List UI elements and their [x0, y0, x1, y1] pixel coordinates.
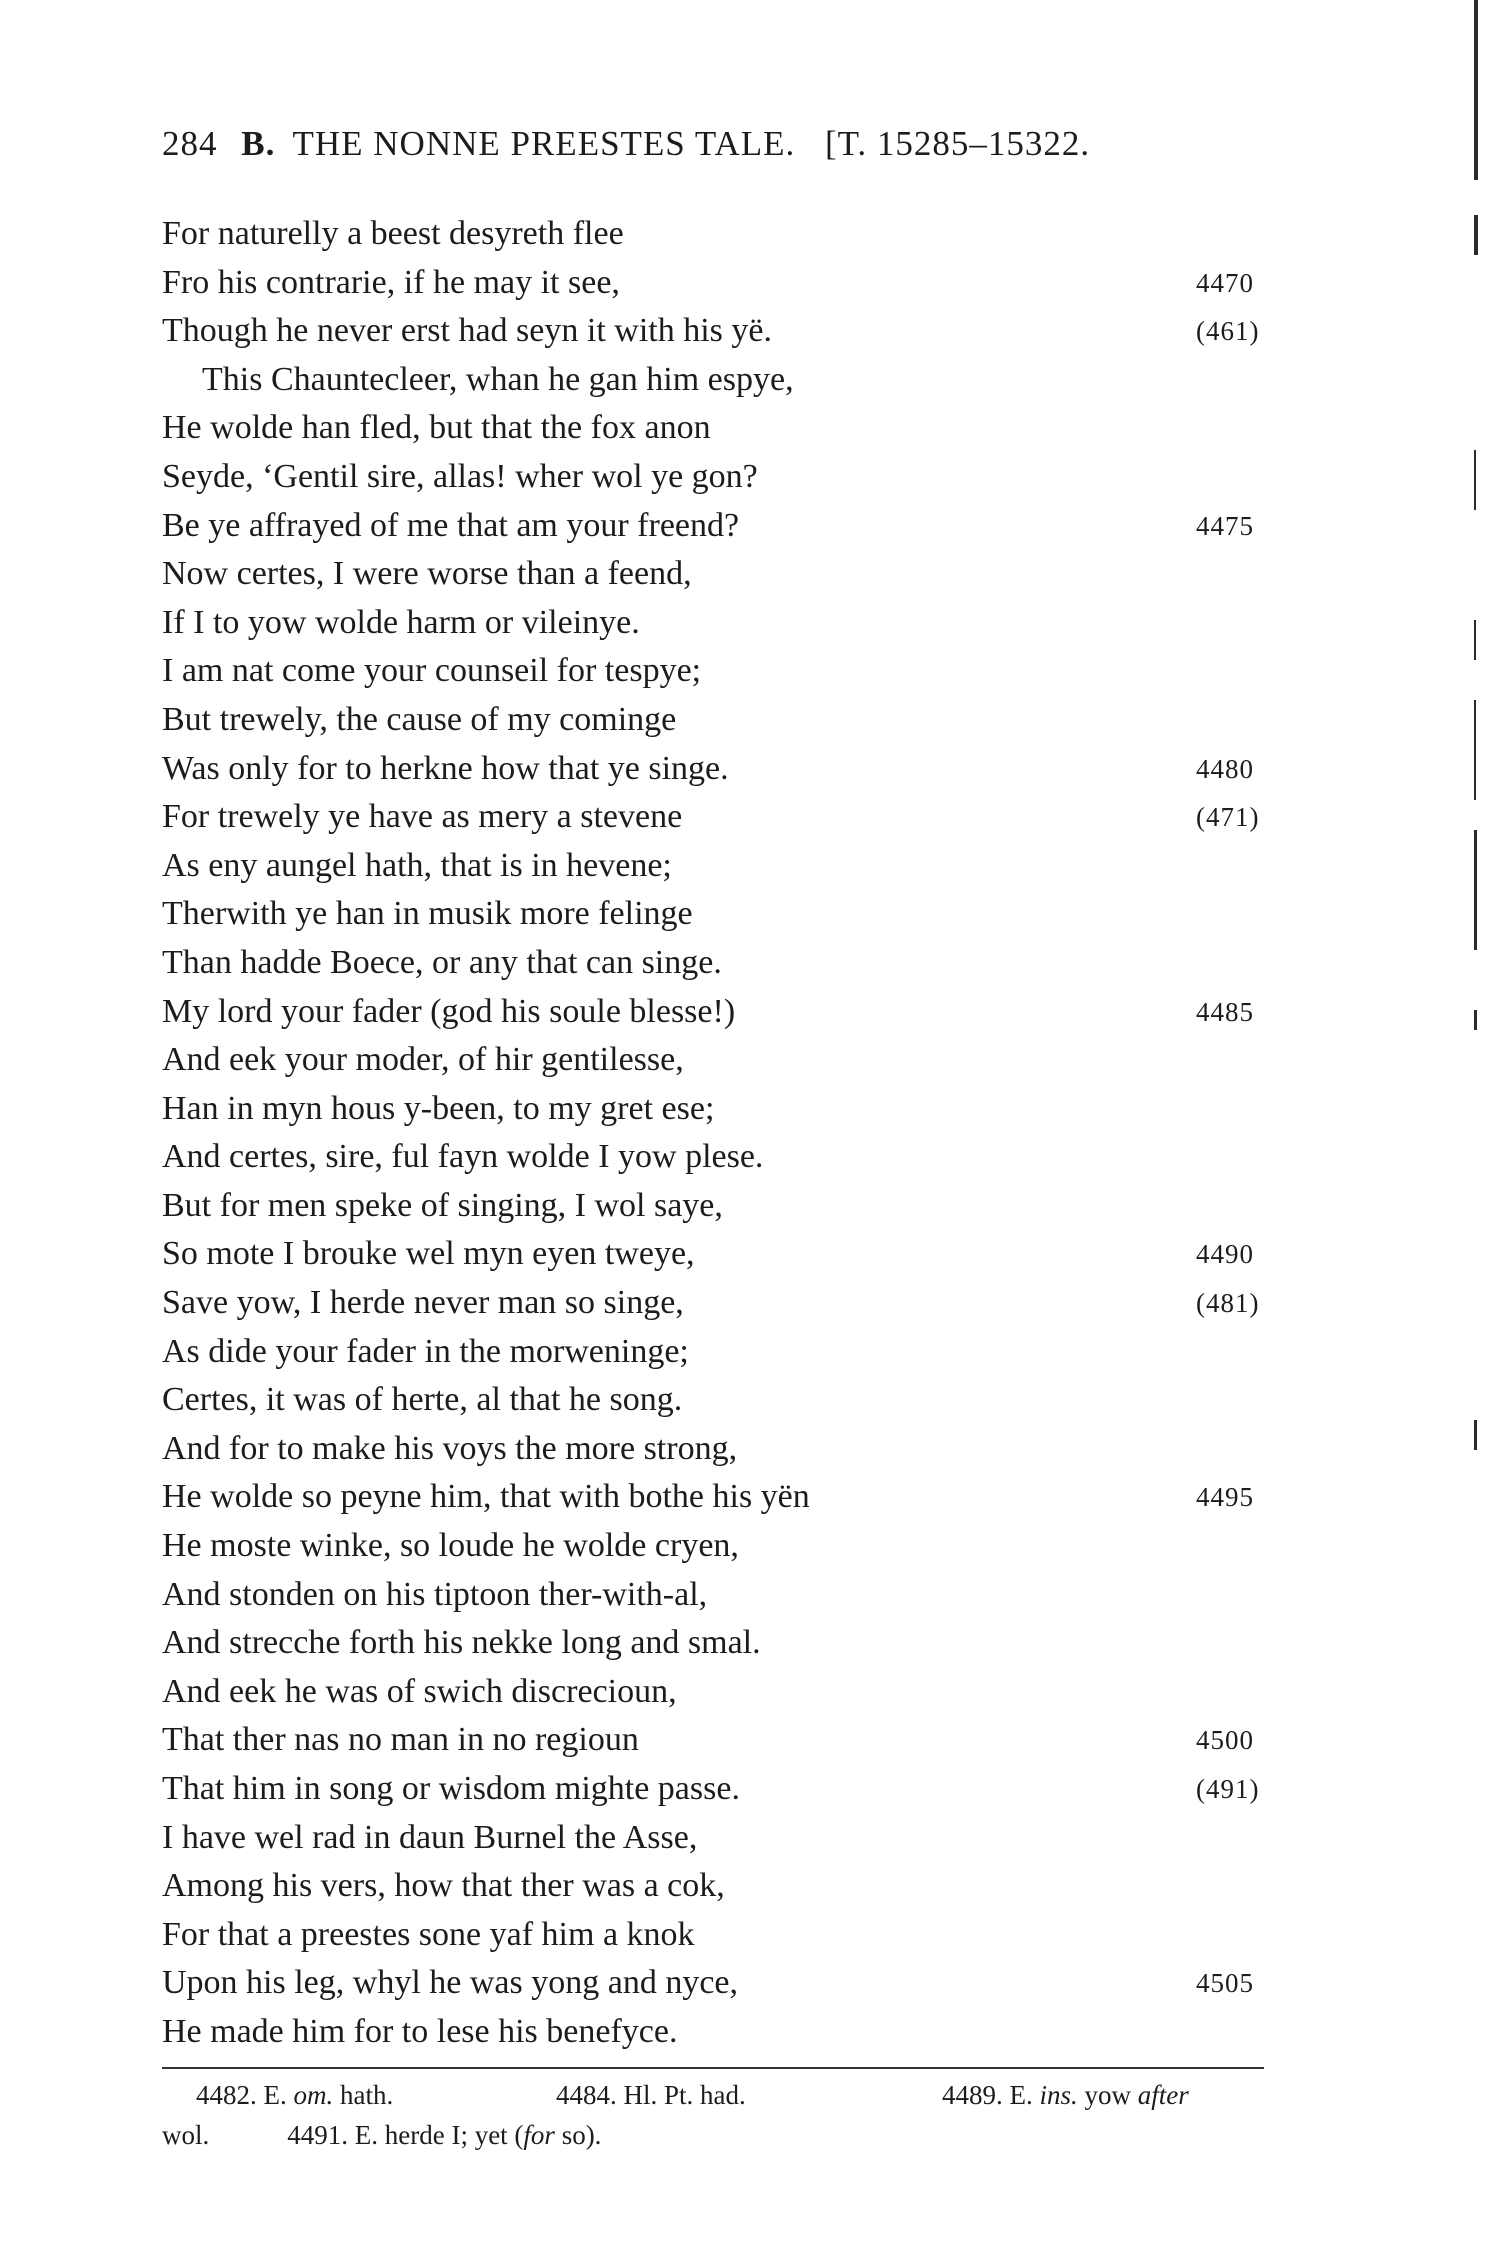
verse-line — [162, 2008, 1282, 2057]
verse-text: As eny aungel hath, that is in hevene; — [162, 846, 672, 884]
verse-text: So mote I brouke wel myn eyen tweye, — [162, 1235, 695, 1273]
verse-text: He wolde han fled, but that the fox anon — [162, 409, 711, 447]
footnotes — [162, 2075, 1264, 2155]
verse-line — [162, 550, 1282, 599]
verse-line — [162, 356, 1282, 405]
running-header — [162, 124, 1282, 164]
section-letter: B. — [241, 124, 276, 163]
verse-text: For that a preestes sone yaf him a knok — [162, 1915, 695, 1953]
verse-line — [162, 647, 1282, 696]
verse-line — [162, 210, 1282, 259]
verse-line — [162, 259, 1282, 308]
verse-text: My lord your fader (god his soule blesse!) — [162, 992, 736, 1030]
tale-title: THE NONNE PREESTES TALE. — [292, 124, 796, 163]
line-number: (491) — [1196, 1774, 1260, 1804]
verse-text: Upon his leg, whyl he was yong and nyce, — [162, 1964, 739, 2002]
verse-text: He wolde so peyne him, that with bothe his yën — [162, 1478, 810, 1516]
verse-line — [162, 1862, 1282, 1911]
verse-text: That him in song or wisdom mighte passe. — [162, 1770, 740, 1807]
footnote-4491: 4491. E. herde I; yet (for so). — [287, 2120, 602, 2150]
verse-text: Han in myn hous y-been, to my gret ese; — [162, 1089, 715, 1127]
verse-line — [162, 842, 1282, 891]
verse-text: As dide your fader in the morweninge; — [162, 1332, 689, 1370]
verse-text: I am nat come your counseil for tespye; — [162, 652, 702, 690]
verse-text: Though he never erst had seyn it with his yë. — [162, 312, 772, 350]
verse-text: Certes, it was of herte, al that he song. — [162, 1381, 683, 1419]
verse-text: He moste winke, so loude he wolde cryen, — [162, 1527, 739, 1565]
verse-line — [162, 1279, 1282, 1328]
verse-text: Be ye affrayed of me that am your freend? — [162, 506, 740, 544]
scan-edge-marks — [1474, 0, 1480, 2266]
verse-text: And for to make his voys the more strong, — [162, 1429, 738, 1467]
verse-text: Save yow, I herde never man so singe, — [162, 1284, 684, 1322]
verse-line — [162, 1425, 1282, 1474]
verse-text: But trewely, the cause of my cominge — [162, 700, 677, 738]
line-number: 4495 — [1196, 1482, 1254, 1513]
line-number: 4490 — [1196, 1239, 1254, 1270]
verse-text: And eek your moder, of hir gentilesse, — [162, 1041, 684, 1079]
verse-line — [162, 1522, 1282, 1571]
verse-line — [162, 745, 1282, 794]
verse-text: He made him for to lese his benefyce. — [162, 2012, 678, 2050]
verse-line — [162, 939, 1282, 988]
verse-text: This Chauntecleer, whan he gan him espye, — [202, 360, 794, 398]
verse-line — [162, 1473, 1282, 1522]
footnote-row — [162, 2115, 1264, 2155]
verse-text: Than hadde Boece, or any that can singe. — [162, 943, 722, 981]
footnote-4489: 4489. E. ins. yow after — [942, 2080, 1189, 2110]
footnote-rule — [162, 2067, 1264, 2069]
verse-text: And strecche forth his nekke long and smal. — [162, 1624, 761, 1662]
verse-text: Among his vers, how that ther was a cok, — [162, 1867, 725, 1905]
verse-line — [162, 793, 1282, 842]
verse-line — [162, 404, 1282, 453]
verse-line — [162, 1959, 1282, 2008]
verse-line — [162, 307, 1282, 356]
line-number: (471) — [1196, 802, 1260, 833]
line-number: (461) — [1196, 316, 1260, 347]
verse-text: Now certes, I were worse than a feend, — [162, 555, 692, 593]
verse-text: If I to yow wolde harm or vileinye. — [162, 603, 640, 641]
poem-text — [162, 210, 1282, 2057]
verse-line — [162, 1716, 1282, 1765]
line-number: 4475 — [1196, 510, 1254, 541]
verse-line — [162, 502, 1282, 551]
verse-text: For trewely ye have as mery a stevene — [162, 798, 683, 836]
line-number: 4480 — [1196, 753, 1254, 784]
verse-text: Was only for to herkne how that ye singe. — [162, 749, 729, 787]
verse-line — [162, 1571, 1282, 1620]
verse-line — [162, 1230, 1282, 1279]
verse-line — [162, 696, 1282, 745]
verse-text: And stonden on his tiptoon ther-with-al, — [162, 1575, 708, 1613]
verse-line — [162, 1133, 1282, 1182]
verse-text: But for men speke of singing, I wol saye, — [162, 1186, 723, 1224]
verse-text: And certes, sire, ful fayn wolde I yow plese. — [162, 1138, 764, 1176]
line-number: 4500 — [1196, 1725, 1254, 1756]
verse-line — [162, 599, 1282, 648]
verse-line — [162, 1328, 1282, 1377]
verse-line — [162, 988, 1282, 1037]
verse-text: Fro his contrarie, if he may it see, — [162, 263, 620, 301]
verse-text: And eek he was of swich discrecioun, — [162, 1672, 677, 1710]
footnote-4484: 4484. Hl. Pt. had. — [556, 2080, 746, 2110]
verse-line — [162, 1036, 1282, 1085]
verse-text: Therwith ye han in musik more felinge — [162, 895, 693, 933]
verse-text: For naturelly a beest desyreth flee — [162, 215, 624, 252]
line-number: (481) — [1196, 1288, 1260, 1319]
verse-text: That ther nas no man in no regioun — [162, 1721, 639, 1759]
verse-line — [162, 1085, 1282, 1134]
page-number: 284 — [162, 124, 218, 163]
verse-line — [162, 1911, 1282, 1960]
verse-line — [162, 1619, 1282, 1668]
verse-line — [162, 1182, 1282, 1231]
verse-line — [162, 890, 1282, 939]
verse-line — [162, 1765, 1282, 1814]
footnote-4489-continuation: wol. — [162, 2120, 210, 2150]
footnote-4482: 4482. E. om. hath. — [196, 2080, 394, 2110]
verse-text: I have wel rad in daun Burnel the Asse, — [162, 1818, 698, 1856]
line-reference: [T. 15285–15322. — [825, 124, 1091, 163]
line-number: 4505 — [1196, 1968, 1254, 1999]
verse-text: Seyde, ‘Gentil sire, allas! wher wol ye gon? — [162, 457, 758, 495]
line-number: 4470 — [1196, 267, 1254, 298]
verse-line — [162, 1814, 1282, 1863]
verse-line — [162, 1376, 1282, 1425]
footnote-row — [162, 2075, 1264, 2115]
verse-line — [162, 453, 1282, 502]
verse-line — [162, 1668, 1282, 1717]
line-number: 4485 — [1196, 996, 1254, 1027]
